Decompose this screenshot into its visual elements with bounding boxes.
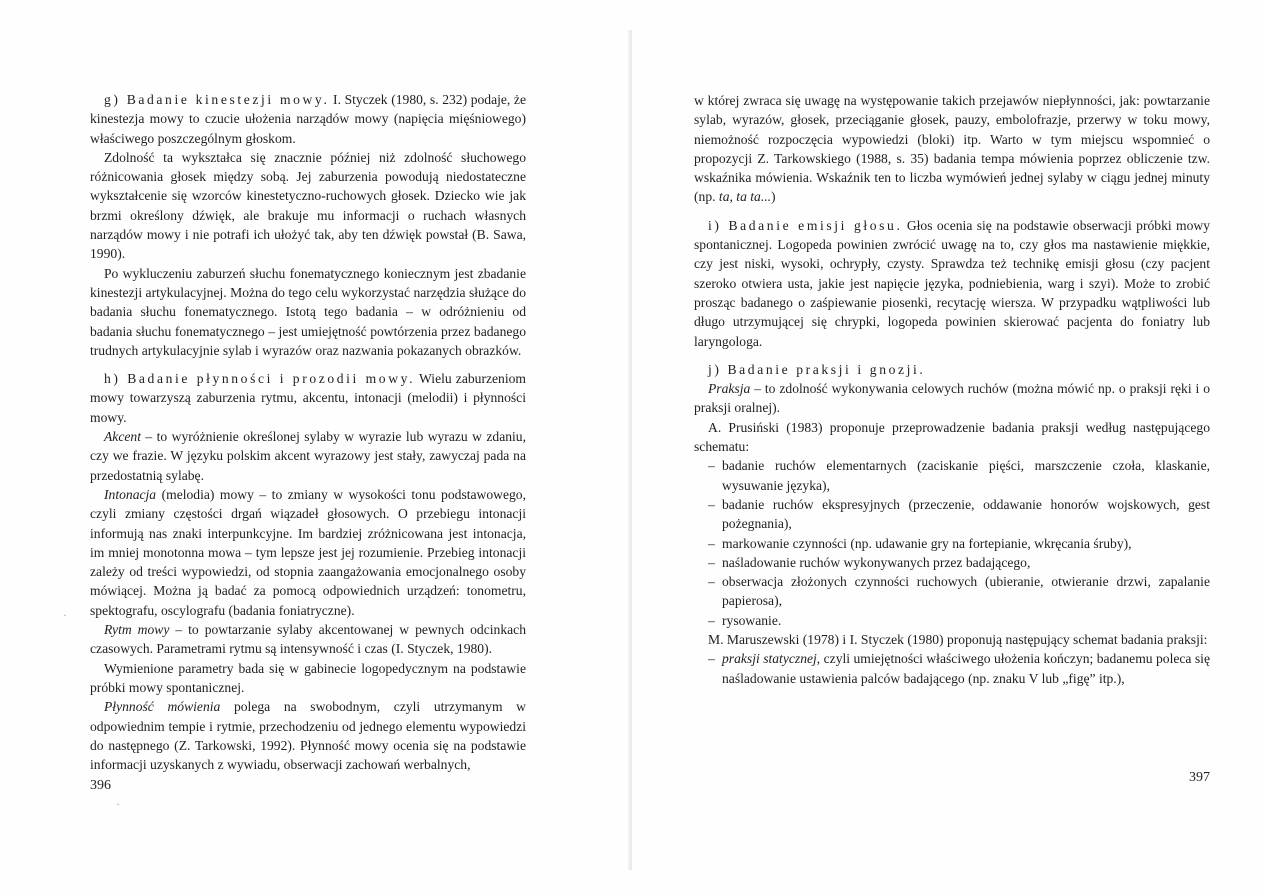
list-item: – obserwacja złożonych czynności ruchowych (ubieranie, otwieranie drzwi, zapalanie papierosa), [708,572,1210,611]
paragraph-praksja: Praksja – to zdolność wykonywania celowych ruchów (można mówić np. o praksji ręki i o praksji oralnej). [694,381,1210,416]
list-item: – rysowanie. [708,611,1210,630]
term: Płynność mówienia [104,699,221,715]
paragraph-maruszewski: M. Maruszewski (1978) i I. Styczek (1980) proponują następujący schemat badania praksji: [708,632,1208,648]
scan-mark: · [63,608,67,622]
right-page-text [694,91,1210,688]
paragraph-rytm: Rytm mowy – to powtarzanie sylaby akcentowanej w pewnych odcinkach czasowych. Parametrami rytmu są intensywność i czas (I. Styczek, 1980). [90,622,526,657]
paragraph-continued: w której zwraca się uwagę na występowanie takich przejawów niepłynności, jak: powtarzanie sylab, wyrazów, głosek, przeciąganie głosek, pauzy, embolofrazje, przerwy w toku mowy, niemożność rozpoczęcia wypowiedzi (bloki) itp. Warto w tym miejscu wspomnieć o propozycji Z. Tarkowskiego (1988, s. 35) badania tempa mówienia poprzez obliczenie tzw. wskaźnika mówienia. Wskaźnik ten to liczba wymówień jednej sylaby w ciągu jednej minuty (np. ta, ta ta...) [694,93,1210,205]
paragraph-g: g) Badanie kinestezji mowy. I. Styczek (1980, s. 232) podaje, że kinestezja mowy to czucie ułożenia narządów mowy (napięcia mięśniowego) właściwego poszczególnym głoskom. [90,92,526,146]
term: praksji statycznej [722,651,817,667]
paragraph-intonacja: Intonacja (melodia) mowy – to zmiany w wysokości tonu podstawowego, czyli zmiany częstości drgań wiązadeł głosowych. O przebiegu intonacji informują nas znaki interpunkcyjne. Im bardziej zróżnicowana jest intonacja, im mniej monotonna mowa – tym lepsze jest jej rozumienie. Przebieg intonacji zależy od treści wypowiedzi, od stopnia zaangażowania emocjonalnego osoby mówiącej. Można ją badać za pomocą odpowiednich urządzeń: tonometru, spektografu, oscylografu (badania foniatryczne). [90,486,526,618]
paragraph: Wymienione parametry bada się w gabinecie logopedycznym na podstawie próbki mowy spontanicznej. [90,660,526,695]
paragraph-i: i) Badanie emisji głosu. Głos ocenia się na podstawie obserwacji próbki mowy spontanicznej. Logopeda powinien zwrócić uwagę na to, czy głos ma nastawienie miękkie, czy jest niski, wysoki, ochrypły, czysty. Sprawdza też technikę emisji głosu (czy pacjent szeroko otwiera usta, jakie jest napięcie języka, podniebienia, warg i szyi). Może to zrobić prosząc badanego o zaśpiewanie piosenki, recytację wiersza. W przypadku wątpliwości lub długo utrzymującej się chrypki, logopeda powinien skierować pacjenta do foniatry lub laryngologa. [694,217,1210,349]
list-item: – badanie ruchów elementarnych (zaciskanie pięści, marszczenie czoła, klaskanie, wysuwanie języka), [708,456,1210,495]
list-item: – praksji statycznej, czyli umiejętności właściwego ułożenia kończyn; badanemu poleca się naśladowanie ustawienia palców badającego (np. znaku V lub „figę” itp.), [708,649,1210,688]
list-item: – markowanie czynności (np. udawanie gry na fortepianie, wkręcania śruby), [708,534,1210,553]
heading-j: j) Badanie praksji i gnozji. [708,361,926,377]
page-number-right: 397 [1189,770,1210,785]
term: Akcent [104,429,141,445]
list-item: – badanie ruchów ekspresyjnych (przeczenie, oddawanie honorów wojskowych, gest pożegnania), [708,495,1210,534]
term: Praksja [708,381,751,397]
left-page-text [90,90,526,774]
heading-h: h) Badanie płynności i prozodii mowy. [104,371,416,387]
heading-i: i) Badanie emisji głosu. [708,217,903,233]
maruszewski-list [708,649,1210,688]
prusinski-list [708,456,1210,630]
paragraph: Po wykluczeniu zaburzeń słuchu fonematycznego koniecznym jest zbadanie kinestezji artykulacyjnej. Można do tego celu wykorzystać narzędzia służące do badania słuchu fonematycznego. Istotą tego badania – w odróżnieniu od badania słuchu fonematycznego – jest umiejętność powtórzenia przez badanego trudnych artykulacyjnie sylab i wyrazów oraz nazwania pokazanych obrazków. [90,265,526,358]
page-number-left: 396 [90,778,111,793]
paragraph-h: h) Badanie płynności i prozodii mowy. Wielu zaburzeniom mowy towarzyszą zaburzenia rytmu, akcentu, intonacji (melodii) i płynności mowy. [90,371,526,425]
term: Rytm mowy [104,622,170,638]
paragraph: Zdolność ta wykształca się znacznie później niż zdolność słuchowego różnicowania głosek między sobą. Jej zaburzenia powodują niedostateczne wykształcenie się wzorców kinestetyczno-ruchowych głosek. Dziecko wie jak brzmi określony dźwięk, ale brakuje mu informacji o ruchach własnych narządów mowy i nie potrafi ich ułożyć tak, aby ten dźwięk powstał (B. Sawa, 1990). [90,149,526,262]
term: Intonacja [104,486,157,502]
paragraph-plynnosc: Płynność mówienia polega na swobodnym, czyli utrzymanym w odpowiednim tempie i rytmie, przechodzeniu od jednego elementu wypowiedzi do następnego (Z. Tarkowski, 1992). Płynność mowy ocenia się na podstawie informacji uzyskanych z wywiadu, obserwacji zachowań werbalnych, [90,699,526,773]
right-page [632,0,1263,893]
paragraph-akcent: Akcent – to wyróżnienie określonej sylaby w wyrazie lub wyrazu w zdaniu, czy we frazie. W języku polskim akcent wyrazowy jest stały, zawyczaj pada na przedostatnią sylabę. [90,429,526,483]
paragraph-prusinski: A. Prusiński (1983) proponuje przeprowadzenie badania praksji według następującego schematu: [694,419,1210,455]
heading-g: g) Badanie kinestezji mowy. [104,92,330,107]
list-item: – naśladowanie ruchów wykonywanych przez badającego, [708,553,1210,572]
scan-mark: · [116,797,120,811]
